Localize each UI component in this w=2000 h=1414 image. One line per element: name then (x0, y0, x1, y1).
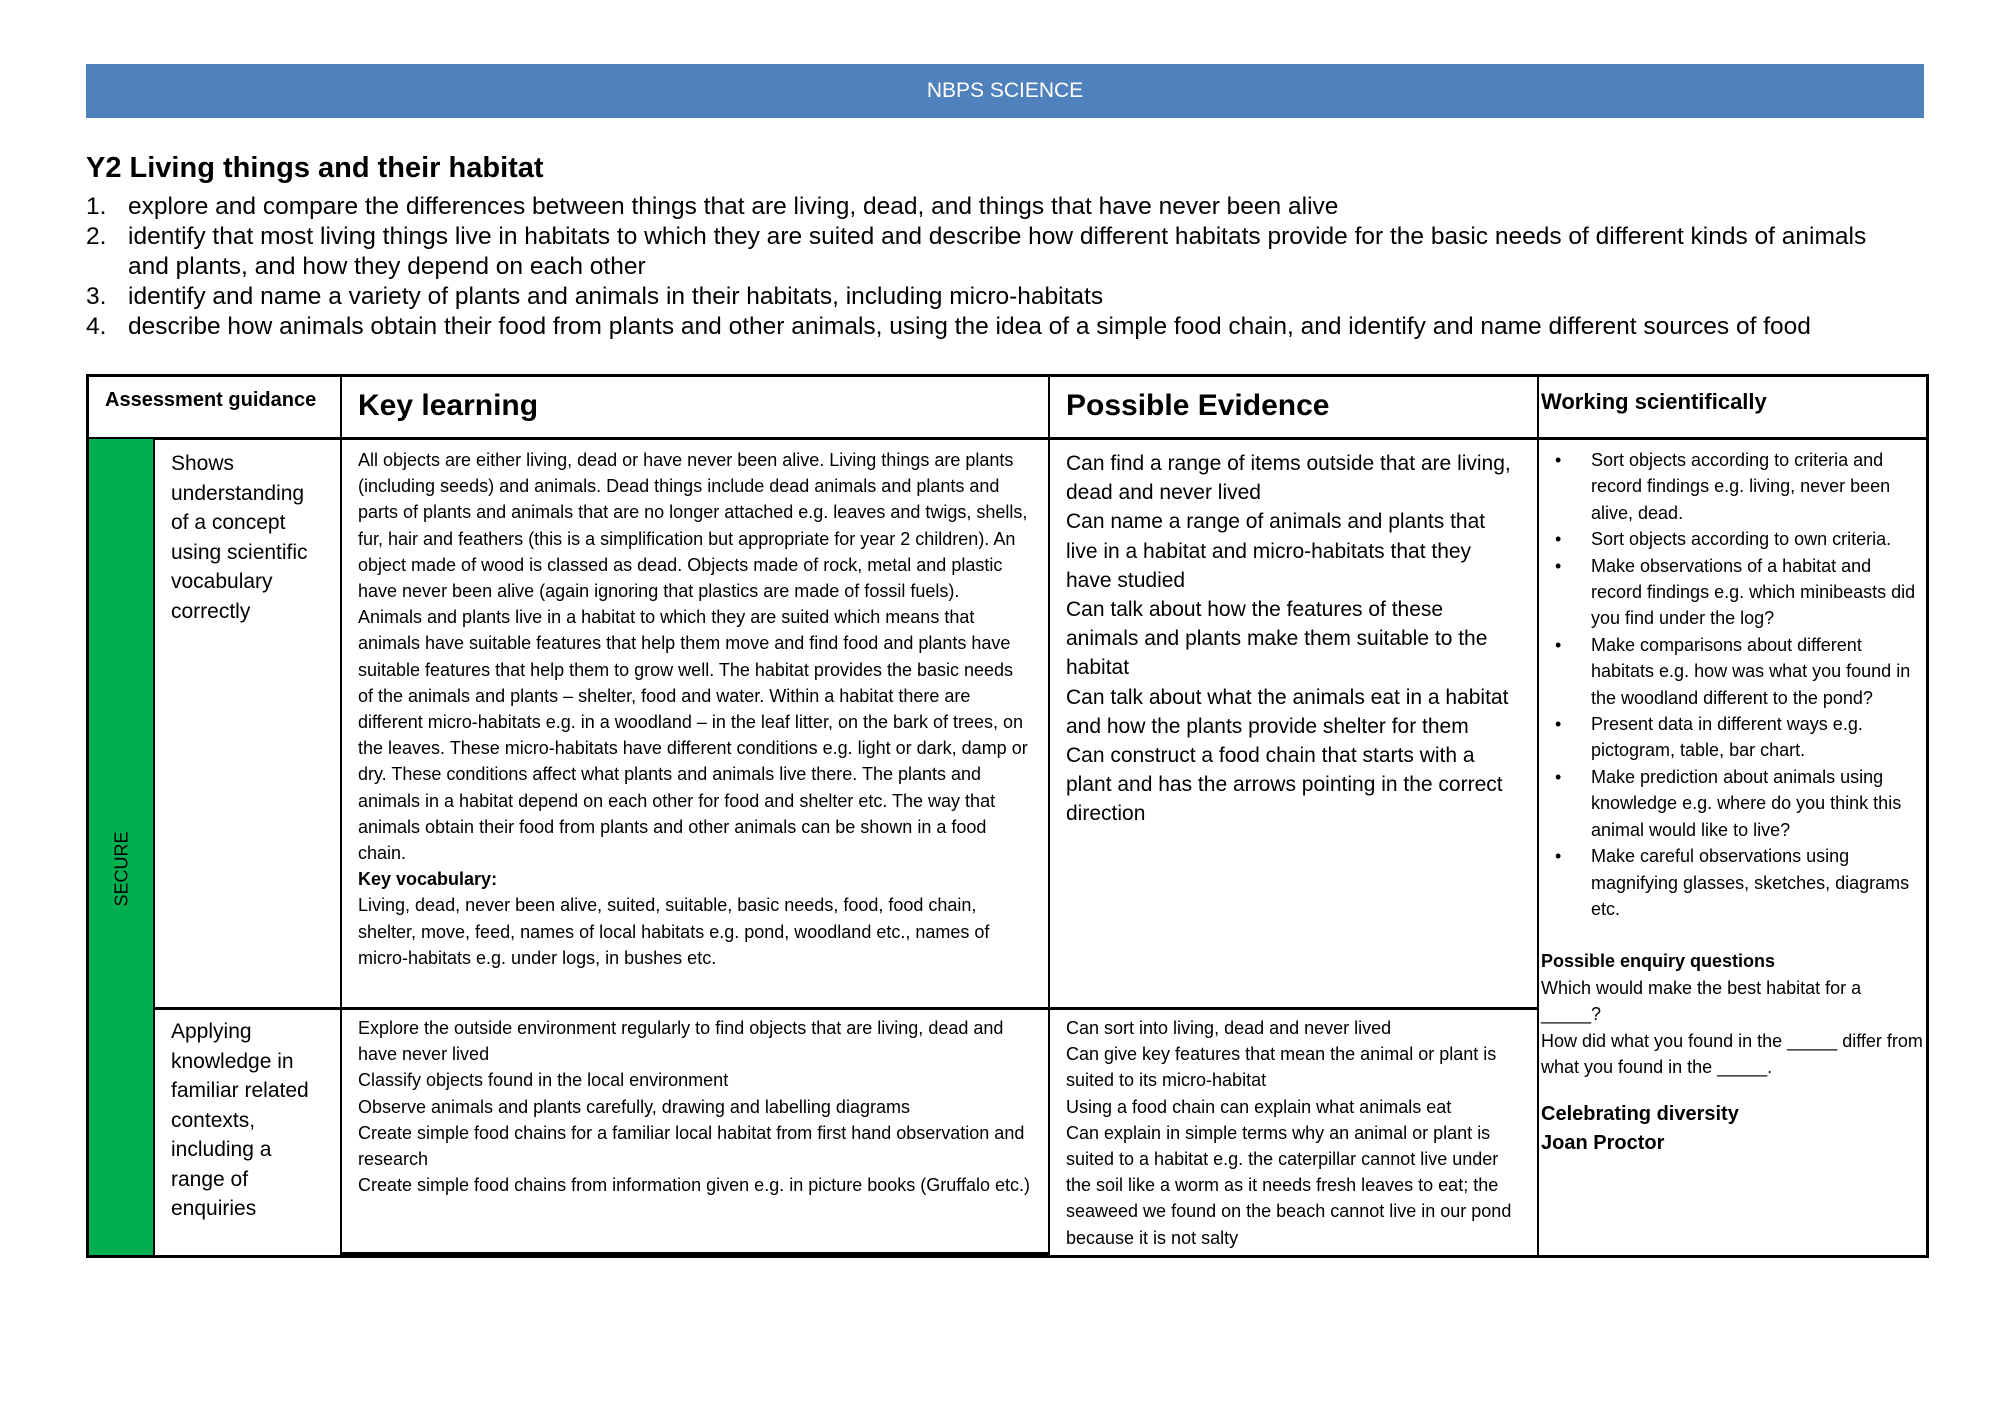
bullet-icon: • (1555, 450, 1562, 470)
objective-number: 2. (86, 223, 107, 250)
working-bullet-text: Sort objects according to criteria and record findings e.g. living, never been alive, dead. (1591, 450, 1891, 523)
bullet-icon: • (1555, 846, 1562, 867)
evidence-item: Can explain in simple terms why an animal or plant is suited to a habitat e.g. the caterpillar cannot live under the soil like a worm as it needs fresh leaves to eat; the seaweed we found on the beach cannot live in our pond because it is not salty (1066, 1122, 1512, 1248)
key-learning-item: Observe animals and plants carefully, drawing and labelling diagrams (358, 1096, 910, 1117)
header-assessment-guidance: Assessment guidance (89, 377, 342, 437)
objective-text: explore and compare the differences between things that are living, dead, and things that have never been alive (128, 193, 1339, 220)
bullet-icon: • (1555, 529, 1562, 550)
working-bullet-text: Make observations of a habitat and record findings e.g. which minibeasts did you find under the log? (1591, 555, 1916, 629)
key-learning-item: Create simple food chains for a familiar local habitat from first hand observation and research (358, 1122, 1025, 1170)
key-vocabulary-text: Living, dead, never been alive, suited, suitable, basic needs, food, food chain, shelter, move, feed, names of local habitats e.g. pond, woodland etc., names of micro-habitats e.g. under logs, in bushes etc. (358, 895, 990, 968)
working-bullet-item (1555, 711, 1924, 764)
working-bullet-item (1555, 526, 1924, 552)
working-bullet-text: Present data in different ways e.g. pictogram, table, bar chart. (1591, 714, 1863, 761)
working-scientifically-column (1539, 439, 1926, 1255)
objective-text: describe how animals obtain their food from plants and other animals, using the idea of a simple food chain, and identify and name different sources of food (128, 313, 1811, 340)
key-learning-paragraph: Animals and plants live in a habitat to which they are suited which means that animals have suitable features that help them move and find food and plants have suitable features that help them to grow well. The habitat provides the basic needs of the animals and plants – shelter, food and water. Within a habitat there are different micro-habitats e.g. in a woodland – in the leaf litter, on the bark of trees, on the leaves. These micro-habitats have different conditions e.g. light or dark, damp or dry. These conditions affect what plants and animals live there. The plants and animals in a habitat depend on each other for food and shelter etc. The way that animals obtain their food from plants and other animals can be shown in a food chain. (358, 607, 1028, 864)
evidence-item: Can construct a food chain that starts with a plant and has the arrows pointing in the correct direction (1066, 744, 1503, 826)
header-possible-evidence: Possible Evidence (1050, 377, 1539, 437)
page-title: Y2 Living things and their habitat (86, 152, 544, 184)
objective-text: identify and name a variety of plants and animals in their habitats, including micro-habitats (128, 283, 1104, 310)
working-bullet-item (1555, 843, 1924, 922)
evidence-item: Can talk about what the animals eat in a habitat and how the plants provide shelter for them (1066, 685, 1509, 738)
bullet-icon: • (1555, 766, 1562, 787)
bullet-icon: • (1555, 634, 1562, 655)
row1-descriptor: Shows understanding of a concept using scientific vocabulary correctly (155, 439, 342, 1007)
secure-level-bar (89, 439, 155, 1255)
evidence-item: Can talk about how the features of these animals and plants make them suitable to the habitat (1066, 598, 1488, 680)
key-learning-item: Create simple food chains from information given e.g. in picture books (Gruffalo etc.) (358, 1175, 1030, 1196)
key-learning-item: Explore the outside environment regularly to find objects that are living, dead and have never lived (358, 1018, 1004, 1065)
working-bullet-item (1555, 447, 1924, 526)
working-bullet-item (1555, 632, 1924, 711)
row2-key-learning (342, 1007, 1050, 1255)
objective-item (86, 312, 1906, 342)
objective-number: 1. (86, 193, 107, 220)
objective-item (86, 192, 1906, 222)
row2-evidence (1050, 1007, 1539, 1255)
objectives-list (86, 192, 1906, 342)
objective-item (86, 282, 1906, 312)
bullet-icon: • (1555, 555, 1562, 576)
enquiry-question: Which would make the best habitat for a _____? (1541, 977, 1862, 1025)
enquiry-questions-heading: Possible enquiry questions (1541, 951, 1776, 972)
evidence-item: Can name a range of animals and plants that live in a habitat and micro-habitats that they have studied (1066, 510, 1486, 592)
bullet-icon: • (1555, 714, 1562, 735)
header-banner: NBPS SCIENCE (86, 64, 1924, 118)
key-vocabulary-heading: Key vocabulary: (358, 869, 498, 890)
objective-item (86, 222, 1906, 282)
row1-key-learning (342, 439, 1050, 1007)
key-learning-paragraph: All objects are either living, dead or have never been alive. Living things are plants (including seeds) and animals. Dead things include dead animals and plants and parts of plants and animals that are no longer attached e.g. leaves and twigs, shells, fur, hair and feathers (this is a simplification but appropriate for year 2 children). An object made of wood is classed as dead. Objects made of rock, metal and plastic have never been alive (again ignoring that plastics are made of fossil fuels). (358, 450, 1028, 602)
working-bullet-text: Sort objects according to own criteria. (1591, 529, 1892, 550)
working-bullet-item (1555, 553, 1924, 632)
secure-level-label: SECURE (111, 831, 132, 907)
evidence-item: Can find a range of items outside that are living, dead and never lived (1066, 452, 1511, 505)
working-bullet-text: Make careful observations using magnifying glasses, sketches, diagrams etc. (1591, 846, 1910, 919)
working-scientifically-list (1541, 447, 1924, 922)
working-bullet-text: Make prediction about animals using knowledge e.g. where do you think this animal would like to live? (1591, 766, 1902, 840)
enquiry-question: How did what you found in the _____ differ from what you found in the _____. (1541, 1030, 1923, 1077)
evidence-item: Using a food chain can explain what animals eat (1066, 1096, 1452, 1117)
row2-descriptor: Applying knowledge in familiar related contexts, including a range of enquiries (155, 1007, 342, 1255)
celebrating-diversity-heading: Celebrating diversity (1541, 1103, 1739, 1126)
working-bullet-text: Make comparisons about different habitats e.g. how was what you found in the woodland different to the pond? (1591, 634, 1911, 708)
assessment-table (86, 374, 1929, 1258)
objective-number: 3. (86, 283, 107, 310)
working-bullet-item (1555, 764, 1924, 843)
objective-number: 4. (86, 313, 107, 340)
header-key-learning: Key learning (342, 377, 1050, 437)
evidence-item: Can give key features that mean the animal or plant is suited to its micro-habitat (1066, 1044, 1497, 1091)
celebrating-diversity-name: Joan Proctor (1541, 1132, 1665, 1155)
objective-text: identify that most living things live in habitats to which they are suited and describe how different habitats provide for the basic needs of different kinds of animals and plants, and how they depend on each other (128, 223, 1867, 280)
evidence-item: Can sort into living, dead and never lived (1066, 1018, 1392, 1038)
header-working-scientifically: Working scientifically (1541, 389, 1767, 414)
key-learning-item: Classify objects found in the local environment (358, 1070, 729, 1091)
row1-evidence (1050, 439, 1539, 1007)
